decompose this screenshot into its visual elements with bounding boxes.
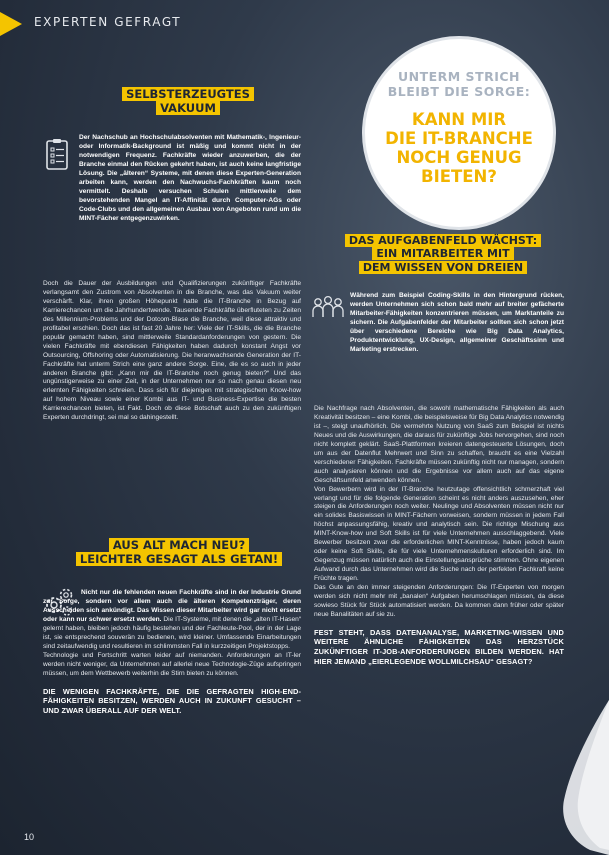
section-label: EXPERTEN GEFRAGT xyxy=(34,15,182,29)
lead3-bold-text: Während zum Beispiel Coding-Skills in den Hintergrund rücken, werden Unternehmen sich schon bald mehr auf breiter gefächerte Mitarbeiter-Fähigkeiten konzentrieren müssen, um Marktanteile zu sichern. Die Aufgabenfelder der Mitarbeiter sollten sich schon jetzt über verschiedene Bereiche wie Big Data Analytics, Produktentwicklung, UX-Design, allgemeiner Geschäftssinn und Marketing erstrecken. xyxy=(350,292,564,353)
intro-bold-text: Der Nachschub an Hochschulabsolventen mit Mathematik-, Ingenieur- oder Informatik-Background ist mäßig und kommt nicht in der notwendigen Frequenz. Fachkräfte wieder anzuwerben, die der Branche einmal den Rücken gekehrt haben, ist auch keine langfristige Lösung. Die „älteren“ Systeme, mit denen diese Experten-Generation arbeiten kann, werden den Nachwuchs-Fachkräften kaum noch vermittelt. Deshalb versuchen Schulen mittlerweile dem bevorstehenden Mangel an IT-Affinität durch Computer-AGs oder Code-Clubs und den allgemeinen Ausbau von Angeboten rund um die MINT-Fächer entgegenzuwirken. xyxy=(79,134,301,222)
people-icon xyxy=(311,295,345,321)
lead2-bold-text: Nicht nur die fehlenden neuen Fachkräfte sind in der Industrie Grund zur Sorge, sondern vor allem auch die älteren Kompetenzträger, deren Ausscheiden sich ankündigt. Das Wissen dieser Mitarbeiter wird gar nicht ersetzt oder kann nur schwer ersetzt werden. xyxy=(43,589,301,623)
closing-statement-left: DIE WENIGEN FACHKRÄFTE, DIE DIE GEFRAGTEN HIGH-END-FÄHIGKEITEN BESITZEN, WERDEN AUCH IN ZUKUNFT GESUCHT – UND ZWAR ÜBERALL AUF DER WELT. xyxy=(43,686,301,715)
heading-aus-alt-mach-neu: AUS ALT MACH NEU? LEICHTER GESAGT ALS GETAN! xyxy=(64,538,294,566)
page-number: 10 xyxy=(24,832,35,842)
lamp-decoration-icon xyxy=(530,700,609,855)
body-paragraph: Doch die Dauer der Ausbildungen und Qualifizierungen zukünftiger Fachkräfte verlangsamt den Zustrom von Absolventen in die Branche, was das Vakuum weiter verschärft. Klar, ihren großen Höhepunkt hatte die IT-Branche in Bezug auf Karrierechancen um die Jahrhundertwende. Tausende Fachkräfte überfluteten zu Zeiten des Millennium-Problems und der Dotcom-Blase die Branche, weil diese attraktiv und profitabel erschien. Doch das ist fast 20 Jahre her: Viele der IT-Skills, die die Branche populär gemacht haben, sind mittlerweile Standardanforderungen von gestern. Die vielen Fachkräfte mit ebendiesen Fähigkeiten haben dadurch konstant Angst vor Outsourcing, Offshoring oder Automatisierung. Die heranwachsende Generation der IT-Fachkräfte hat unterm Strich eine ganz andere Sorge. Eine, die es so auch in jeder anderen Branche gibt: „Kann mir die IT-Branche noch genug bieten?“ Und das ungünstigerweise zu einer Zeit, in der Unternehmen nur so nach genau diesen neu erlernten Fähigkeiten schreien. Dass sich für diejenigen mit strategischem Know-how auf hohem Niveau sowie einer Kombi aus IT- und Business-Expertise die besten Karrierechancen bieten, ist Fakt. Doch ob diese Botschaft auch zu den zukünftigen Experten durchdringt, sei mal so dahingestellt. xyxy=(43,280,301,422)
body-paragraph: Das Gute an den immer steigenden Anforderungen: Die IT-Experten von morgen werden sich nicht mehr mit „banalen“ Aufgaben herumschlagen müssen, da diese sowieso Stück für Stück automatisiert werden. Da kommen dann früher oder später neue Banalitäten auf sie zu. xyxy=(314,584,564,618)
closing-statement-right: FEST STEHT, DASS DATENANALYSE, MARKETING-WISSEN UND WEITERE ÄHNLICHE FÄHIGKEITEN DAS HERZSTÜCK ZUKÜNFTIGER IT-JOB-ANFORDERUNGEN BILDEN WERDEN. HAT HIER JEMAND „EIERLEGENDE WOLLMILCHSAU“ GESAGT? xyxy=(314,627,564,666)
right-lead xyxy=(350,292,564,363)
checklist-icon xyxy=(43,138,73,172)
body-paragraph: Technologie und Fortschritt warten leider auf niemanden. Anforderungen an IT-ler werden nicht weniger, da Unternehmen auf allerlei neue Technologie-Züge aufspringen müssen, um dem Wettbewerb weiterhin die Stirn bieten zu können. xyxy=(43,651,301,677)
heading-aufgabenfeld: DAS AUFGABENFELD WÄCHST: EIN MITARBEITER MIT DEM WISSEN VON DREIEN xyxy=(318,234,568,274)
body-paragraph: Die Nachfrage nach Absolventen, die sowohl mathematische Fähigkeiten als auch Kreativität besitzen – eine Kombi, die beispielsweise für Big Data Analytics notwendig ist –, steigt unaufhörlich. Die vermehrte Nutzung von SaaS zum Beispiel ist nichts Neues und die Auswirkungen, die daraus für zukünftige Jobs hervorgehen, sind noch nicht komplett geklärt. SaaS-Plattformen kreieren datengesteuerte Lösungen, doch um aus der Datenflut Mehrwert und Sinn zu schaffen, braucht es eine Vielzahl verschiedener Fähigkeiten. Fachkräfte müssen zukünftig nicht nur managen, sondern auch analysieren können und die Ergebnisse vor allem auch auf das eigene Geschäftsumfeld anwenden können. xyxy=(314,405,564,484)
heading-selbsterzeugtes-vakuum: SELBSTERZEUGTES VAKUUM xyxy=(108,87,268,115)
circle-question: KANN MIR DIE IT-BRANCHE NOCH GENUG BIETEN? xyxy=(385,110,533,186)
body-paragraph: Die IT-Systeme, mit denen die „alten IT-Hasen“ gelernt haben, bleiben jedoch häufig bestehen und der Fachleute-Pool, der in der Lage ist, sie entsprechend souverän zu bedienen, wird kleiner. Umfassende Einarbeitungen sind zeitaufwendig und resultieren im schlimmsten Fall in kurzzeitigen Projektstopps. xyxy=(43,615,301,650)
pull-quote-circle xyxy=(362,36,556,230)
right-body xyxy=(314,405,564,674)
left-body-1 xyxy=(43,280,301,431)
circle-kicker: UNTERM STRICH BLEIBT DIE SORGE: xyxy=(387,69,531,99)
left-intro xyxy=(79,134,301,232)
section-marker xyxy=(0,12,22,36)
left-body-2 xyxy=(43,589,301,723)
body-paragraph: Von Bewerbern wird in der IT-Branche heutzutage offensichtlich schmerzhaft viel verlangt und für die folgende Generation scheint es nicht anders auszusehen, eher steigen die Anforderungen noch weiter. Neulinge und Absolventen müssen nicht nur ein solides Basiswissen in MINT-Fächern vorweisen, sondern müssen in jedem Fall höchst anpassungsfähig, kreativ und analytisch sein. Die richtige Mischung aus MINT-Know-how und Soft Skills ist für viele Unternehmen ausschlaggebend. Viele Bewerber besitzen zwar die erforderlichen MINT-Kenntnisse, haben jedoch kaum oder keine Soft Skills, die für viele Unternehmenskulturen erforderlich sind. Im Gegenzug müssen natürlich auch die Einstellungsansprüche stimmen. Ohne eigenen Aufwand durch das Unternehmen wird die Suche nach der perfekten Fachkraft keine Früchte tragen. xyxy=(314,485,564,583)
